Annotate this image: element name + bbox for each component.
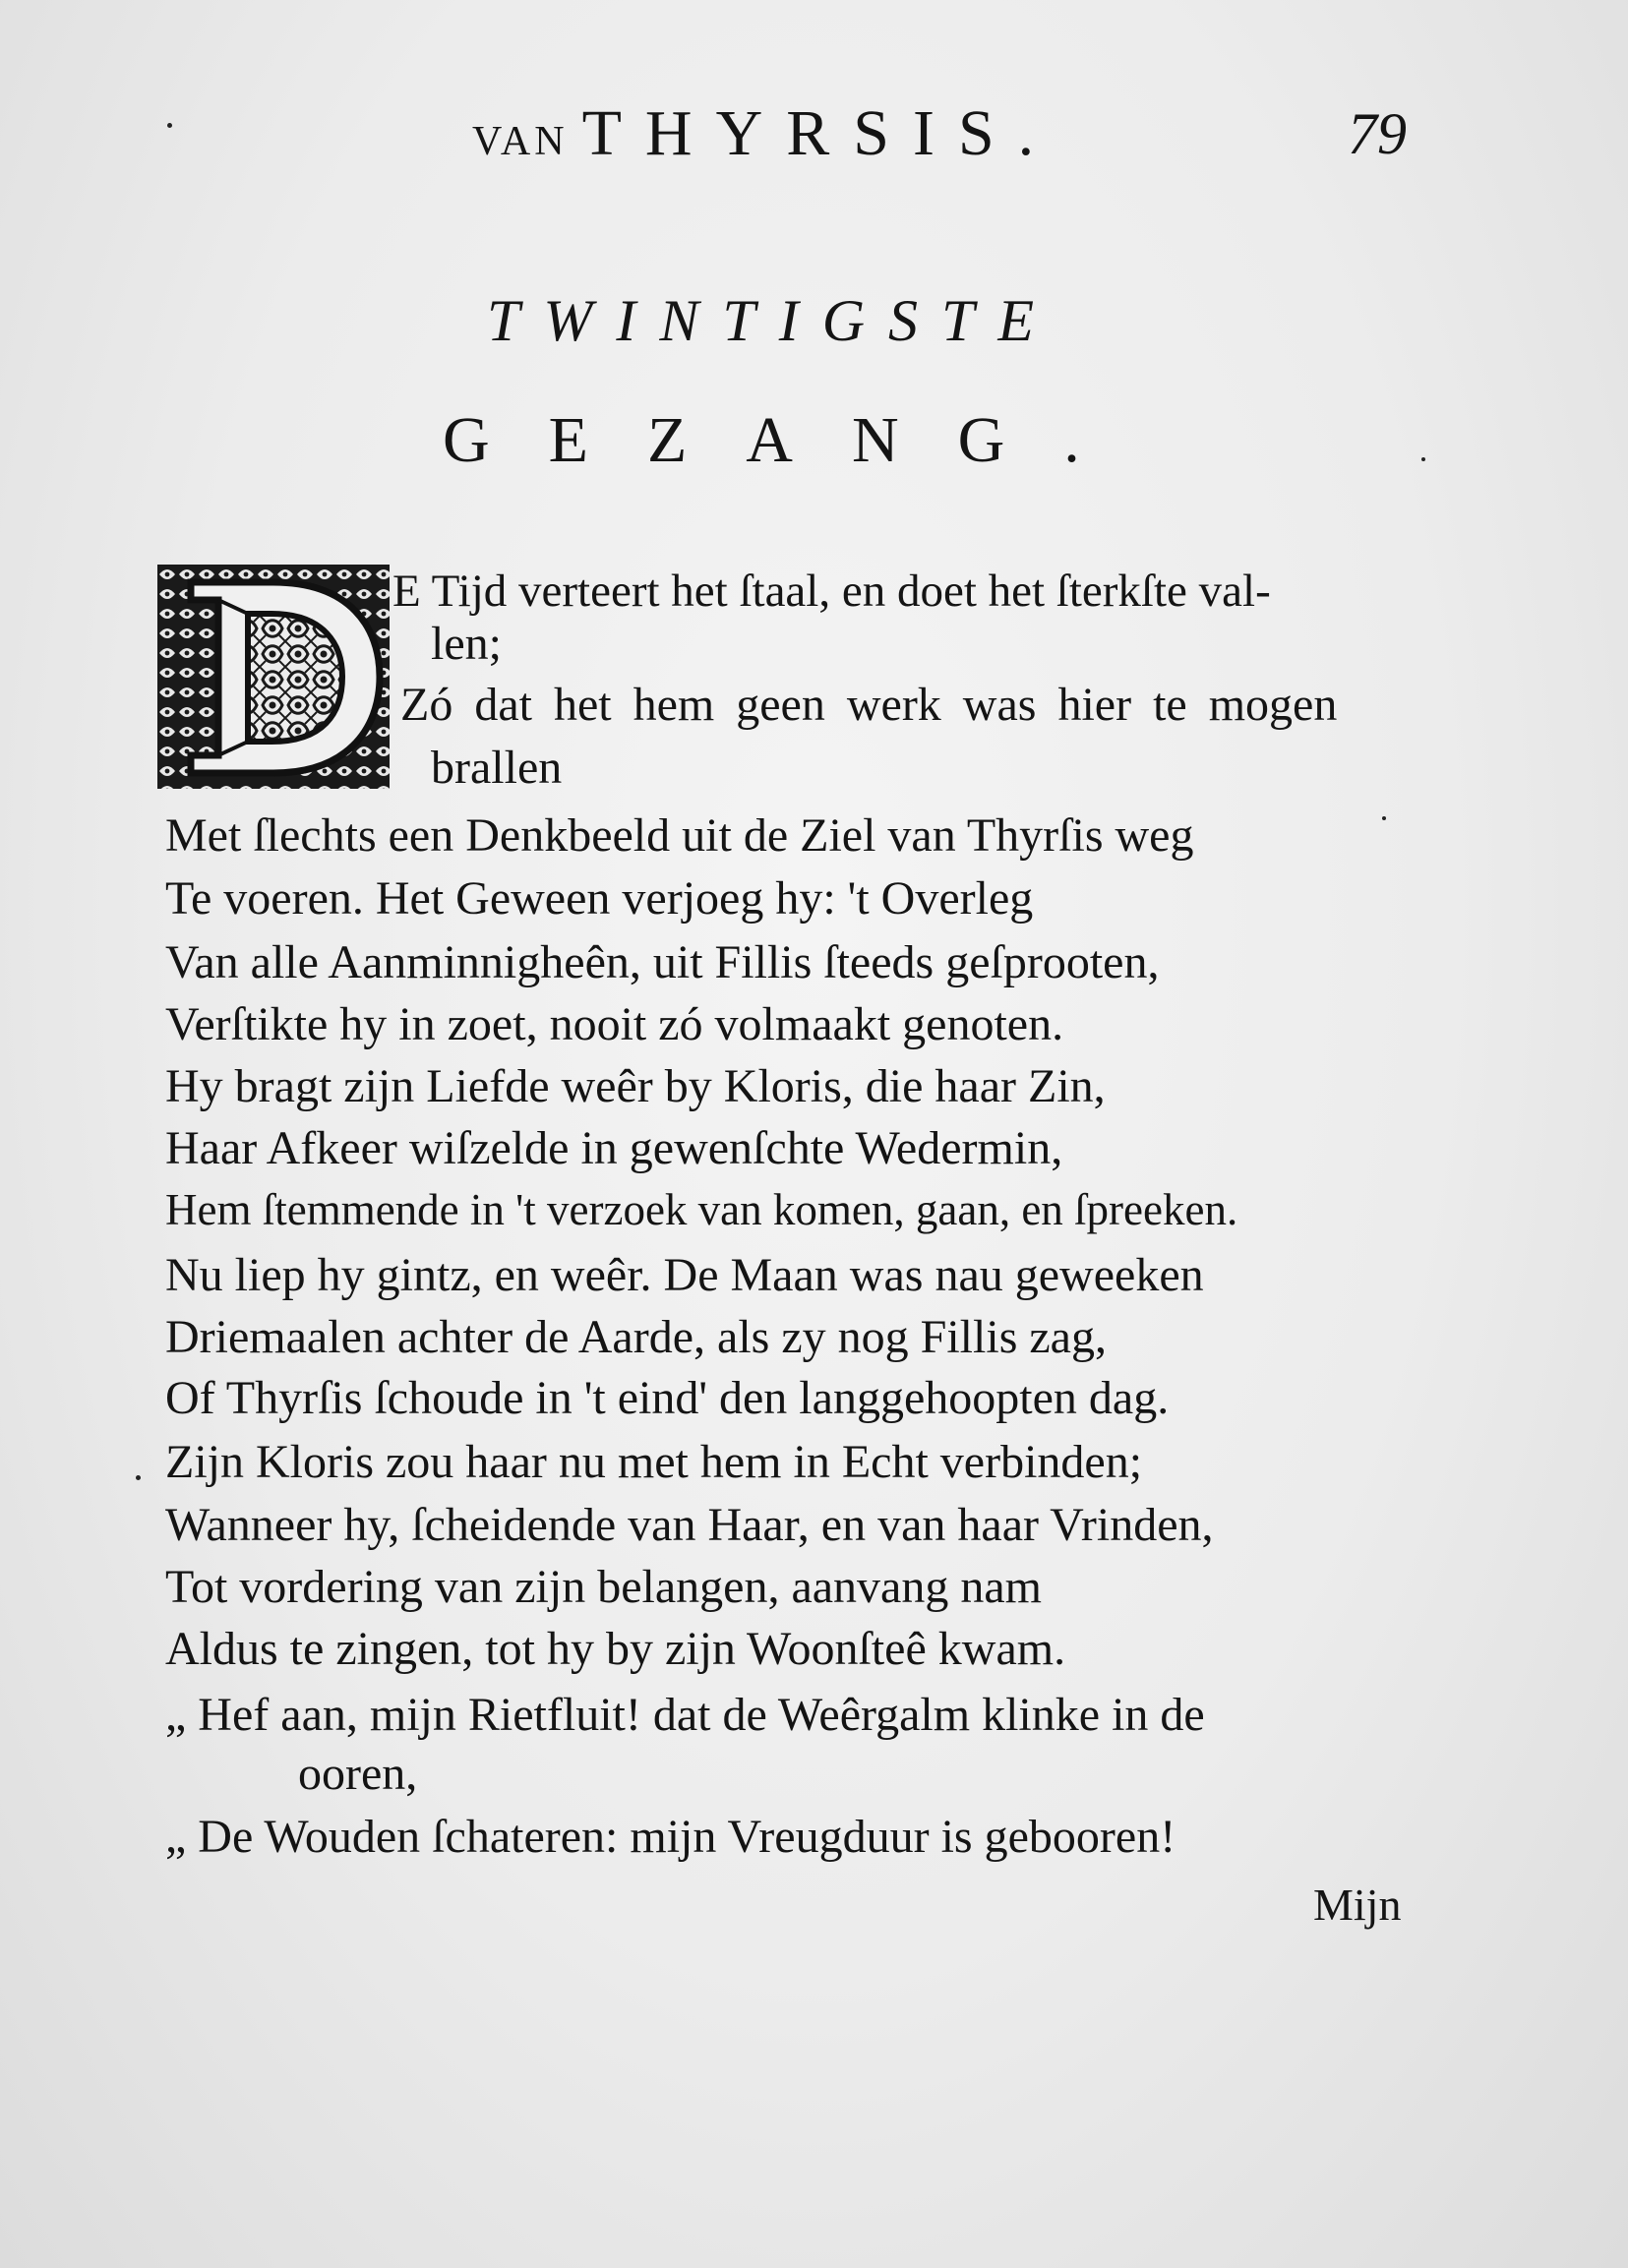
verse-line: „ Hef aan, mijn Rietfluit! dat de Weêrgalm klinke in de [165,1689,1205,1741]
verse-line: „ De Wouden ſchateren: mijn Vreugduur is gebooren! [165,1811,1176,1863]
verse-line: Zó dat het hem geen werk was hier te mogen [400,679,1338,731]
ink-speck [1382,816,1386,820]
verse-line: Driemaalen achter de Aarde, als zy nog Fillis zag, [165,1311,1107,1363]
verse-line: Hem ſtemmende in 't verzoek van komen, gaan, en ſpreeken. [165,1185,1238,1234]
verse-line: Nu liep hy gintz, en weêr. De Maan was nau geweeken [165,1249,1204,1301]
verse-line: Of Thyrſis ſchoude in 't eind' den langgehoopten dag. [165,1372,1170,1424]
catchword: Mijn [1313,1880,1402,1930]
verse-line: brallen [431,742,563,794]
ink-speck [167,123,172,128]
verse-line: Tot vordering van zijn belangen, aanvang nam [165,1561,1042,1613]
heading-line-1: TWINTIGSTE [487,288,1058,353]
verse-line: Haar Afkeer wiſzelde in gewenſchte Wedermin, [165,1122,1063,1174]
verse-line: E Tijd verteert het ſtaal, en doet het ſterkſte val- [392,566,1271,617]
verse-line: ooren, [298,1748,418,1800]
verse-line: Hy bragt zijn Liefde weêr by Kloris, die haar Zin, [165,1060,1106,1112]
verse-line: len; [431,618,502,670]
verse-line: Van alle Aanminnigheên, uit Fillis ſteeds geſprooten, [165,936,1160,988]
running-head-prefix: VAN [472,119,569,164]
decorated-initial [157,565,390,789]
verse-line: Met ſlechts een Denkbeeld uit de Ziel van Thyrſis weg [165,809,1194,862]
running-head-title: THYRSIS. [581,97,1058,169]
verse-line: Te voeren. Het Geween verjoeg hy: 't Overleg [165,872,1034,925]
verse-line: Aldus te zingen, tot hy by zijn Woonſteê kwam. [165,1623,1066,1675]
running-head [472,96,1057,171]
verse-line: Zijn Kloris zou haar nu met hem in Echt verbinden; [165,1436,1143,1488]
verse-line: Wanneer hy, ſcheidende van Haar, en van haar Vrinden, [165,1499,1214,1551]
verse-line: Verſtikte hy in zoet, nooit zó volmaakt genoten. [165,998,1064,1050]
ink-speck [136,1475,141,1480]
page-number: 79 [1348,101,1407,166]
heading-line-2: GEZANG. [443,404,1139,476]
ink-speck [1421,457,1425,461]
